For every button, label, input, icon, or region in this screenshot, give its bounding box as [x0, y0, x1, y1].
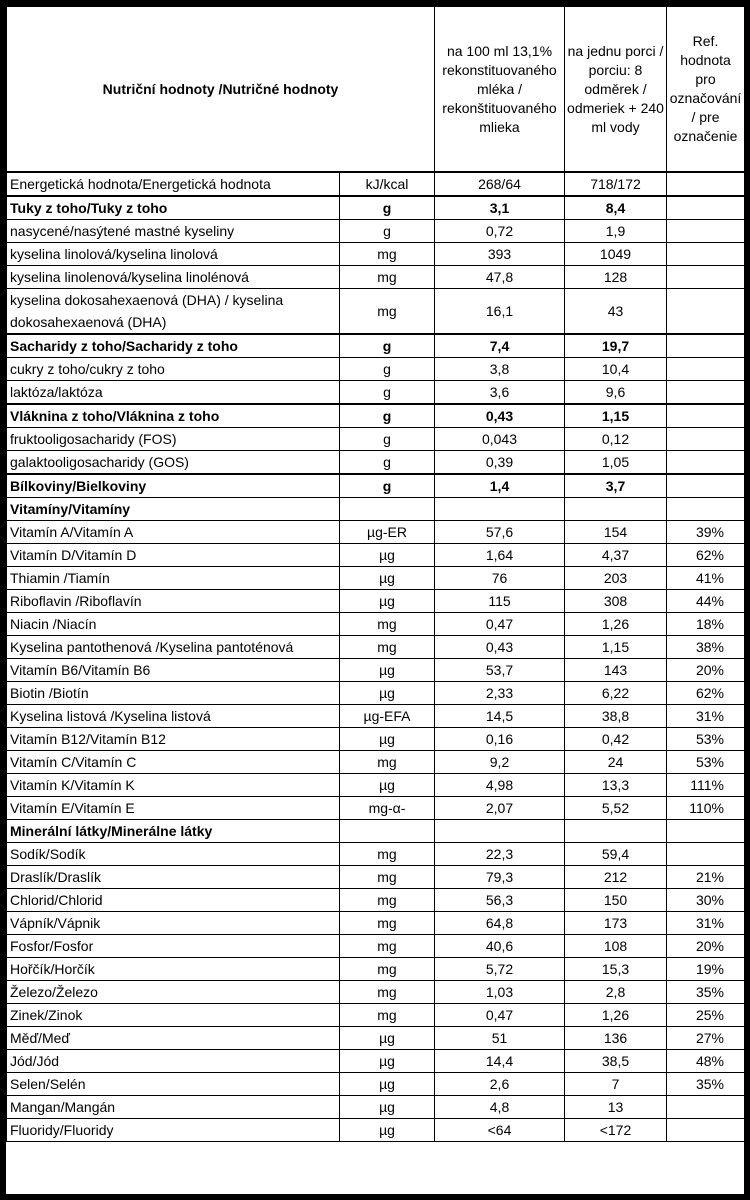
value-per-100ml: 1,03 [435, 981, 565, 1004]
nutrient-name: Tuky z toho/Tuky z toho [7, 196, 340, 220]
table-row [7, 243, 745, 266]
reference-percent: 48% [667, 1050, 745, 1073]
value-per-portion: 3,7 [565, 474, 667, 498]
unit-cell: µg [340, 567, 435, 590]
nutrient-name: Fluoridy/Fluoridy [7, 1119, 340, 1142]
table-row [7, 521, 745, 544]
nutrient-name: Energetická hodnota/Energetická hodnota [7, 172, 340, 196]
nutrient-name: Thiamin /Tiamín [7, 567, 340, 590]
reference-percent: 44% [667, 590, 745, 613]
value-per-portion: <172 [565, 1119, 667, 1142]
reference-percent: 62% [667, 682, 745, 705]
reference-percent: 53% [667, 751, 745, 774]
table-row [7, 172, 745, 196]
value-per-portion: 1,15 [565, 404, 667, 428]
unit-cell: g [340, 381, 435, 405]
value-per-portion: 38,8 [565, 705, 667, 728]
reference-percent [667, 334, 745, 358]
column-header-reference: Ref. hodnota pro označování / pre označenie [667, 7, 745, 173]
value-per-100ml: 16,1 [435, 289, 565, 335]
unit-cell: mg-α- [340, 797, 435, 820]
value-per-100ml: 3,6 [435, 381, 565, 405]
unit-cell: mg [340, 958, 435, 981]
nutrient-name: laktóza/laktóza [7, 381, 340, 405]
value-per-portion: 1,9 [565, 220, 667, 243]
table-row [7, 935, 745, 958]
nutrient-name: kyselina dokosahexaenová (DHA) / kyselina dokosahexaenová (DHA) [7, 289, 340, 335]
value-per-portion: 4,37 [565, 544, 667, 567]
nutrient-name: Vápník/Vápnik [7, 912, 340, 935]
value-per-100ml: 0,47 [435, 613, 565, 636]
nutrient-name: Vitamín D/Vitamín D [7, 544, 340, 567]
unit-cell: µg [340, 728, 435, 751]
unit-cell: mg [340, 613, 435, 636]
table-row [7, 196, 745, 220]
value-per-100ml: 1,64 [435, 544, 565, 567]
value-per-portion: 13,3 [565, 774, 667, 797]
value-per-portion [565, 820, 667, 843]
nutrient-name: Železo/Železo [7, 981, 340, 1004]
value-per-100ml: 0,72 [435, 220, 565, 243]
nutrient-name: Kyselina listová /Kyselina listová [7, 705, 340, 728]
value-per-100ml: 76 [435, 567, 565, 590]
reference-percent: 30% [667, 889, 745, 912]
value-per-100ml: 0,43 [435, 636, 565, 659]
table-row [7, 1004, 745, 1027]
nutrient-name: Vitamín E/Vitamín E [7, 797, 340, 820]
value-per-portion: 1,05 [565, 451, 667, 475]
nutrient-name: fruktooligosacharidy (FOS) [7, 428, 340, 451]
value-per-portion: 212 [565, 866, 667, 889]
reference-percent [667, 220, 745, 243]
value-per-portion: 150 [565, 889, 667, 912]
unit-cell: µg [340, 1050, 435, 1073]
reference-percent [667, 1096, 745, 1119]
reference-percent: 19% [667, 958, 745, 981]
nutrient-name: Zinek/Zinok [7, 1004, 340, 1027]
unit-cell: g [340, 220, 435, 243]
reference-percent [667, 243, 745, 266]
reference-percent: 31% [667, 912, 745, 935]
header-row [7, 7, 745, 173]
value-per-100ml: 56,3 [435, 889, 565, 912]
reference-percent: 62% [667, 544, 745, 567]
value-per-100ml: 115 [435, 590, 565, 613]
unit-cell: mg [340, 912, 435, 935]
value-per-portion: 19,7 [565, 334, 667, 358]
unit-cell: kJ/kcal [340, 172, 435, 196]
value-per-portion: 173 [565, 912, 667, 935]
unit-cell: g [340, 428, 435, 451]
value-per-portion: 59,4 [565, 843, 667, 866]
value-per-portion: 5,52 [565, 797, 667, 820]
value-per-portion: 128 [565, 266, 667, 289]
table-row [7, 843, 745, 866]
table-row [7, 590, 745, 613]
value-per-100ml: <64 [435, 1119, 565, 1142]
reference-percent: 53% [667, 728, 745, 751]
value-per-100ml: 3,8 [435, 358, 565, 381]
unit-cell [340, 498, 435, 521]
unit-cell: g [340, 358, 435, 381]
nutrient-name: Vitamín A/Vitamín A [7, 521, 340, 544]
nutrient-name: Vitamín C/Vitamín C [7, 751, 340, 774]
nutrient-name: Bílkoviny/Bielkoviny [7, 474, 340, 498]
table-row [7, 889, 745, 912]
column-header-per-100ml: na 100 ml 13,1% rekonstituovaného mléka / rekonštituovaného mlieka [435, 7, 565, 173]
table-row [7, 451, 745, 475]
unit-cell: µg [340, 1027, 435, 1050]
reference-percent: 41% [667, 567, 745, 590]
nutrient-name: Kyselina pantothenová /Kyselina pantoténová [7, 636, 340, 659]
table-row [7, 1073, 745, 1096]
value-per-100ml: 2,6 [435, 1073, 565, 1096]
unit-cell: g [340, 404, 435, 428]
value-per-100ml: 79,3 [435, 866, 565, 889]
value-per-100ml: 0,16 [435, 728, 565, 751]
nutrient-name: Minerální látky/Minerálne látky [7, 820, 340, 843]
table-row [7, 220, 745, 243]
unit-cell: mg [340, 266, 435, 289]
unit-cell: g [340, 334, 435, 358]
unit-cell [340, 820, 435, 843]
reference-percent [667, 1119, 745, 1142]
unit-cell: mg [340, 843, 435, 866]
nutrient-name: Vitamín K/Vitamín K [7, 774, 340, 797]
value-per-100ml [435, 820, 565, 843]
reference-percent: 21% [667, 866, 745, 889]
reference-percent [667, 820, 745, 843]
unit-cell: µg-ER [340, 521, 435, 544]
unit-cell: µg [340, 544, 435, 567]
table-row [7, 659, 745, 682]
value-per-100ml: 51 [435, 1027, 565, 1050]
value-per-portion: 10,4 [565, 358, 667, 381]
unit-cell: µg [340, 590, 435, 613]
nutrient-name: Hořčík/Horčík [7, 958, 340, 981]
value-per-portion: 38,5 [565, 1050, 667, 1073]
reference-percent: 20% [667, 935, 745, 958]
unit-cell: µg [340, 659, 435, 682]
table-row [7, 334, 745, 358]
reference-percent [667, 358, 745, 381]
reference-percent [667, 381, 745, 405]
nutrient-name: Biotin /Biotín [7, 682, 340, 705]
unit-cell: µg [340, 682, 435, 705]
reference-percent [667, 428, 745, 451]
value-per-portion: 8,4 [565, 196, 667, 220]
table-row [7, 797, 745, 820]
unit-cell: mg [340, 289, 435, 335]
unit-cell: g [340, 451, 435, 475]
value-per-100ml: 47,8 [435, 266, 565, 289]
value-per-portion: 24 [565, 751, 667, 774]
value-per-100ml: 5,72 [435, 958, 565, 981]
table-row [7, 682, 745, 705]
value-per-100ml: 2,07 [435, 797, 565, 820]
table-row [7, 1119, 745, 1142]
unit-cell: µg [340, 1096, 435, 1119]
table-row [7, 358, 745, 381]
reference-percent [667, 451, 745, 475]
value-per-100ml: 268/64 [435, 172, 565, 196]
value-per-100ml: 40,6 [435, 935, 565, 958]
value-per-100ml: 2,33 [435, 682, 565, 705]
value-per-100ml: 53,7 [435, 659, 565, 682]
reference-percent: 35% [667, 1073, 745, 1096]
table-row [7, 636, 745, 659]
nutrient-name: Fosfor/Fosfor [7, 935, 340, 958]
value-per-100ml: 4,98 [435, 774, 565, 797]
value-per-portion: 108 [565, 935, 667, 958]
nutrient-name: kyselina linolenová/kyselina linolénová [7, 266, 340, 289]
value-per-portion: 203 [565, 567, 667, 590]
reference-percent: 18% [667, 613, 745, 636]
table-row [7, 958, 745, 981]
nutrient-name: Chlorid/Chlorid [7, 889, 340, 912]
nutrient-name: Niacin /Niacín [7, 613, 340, 636]
reference-percent: 38% [667, 636, 745, 659]
value-per-100ml: 0,43 [435, 404, 565, 428]
reference-percent [667, 172, 745, 196]
table-row [7, 1027, 745, 1050]
nutrient-name: Vitamín B12/Vitamín B12 [7, 728, 340, 751]
table-row [7, 820, 745, 843]
value-per-portion: 154 [565, 521, 667, 544]
value-per-portion: 1,26 [565, 613, 667, 636]
nutrient-name: Vitamín B6/Vitamín B6 [7, 659, 340, 682]
unit-cell: mg [340, 1004, 435, 1027]
unit-cell: mg [340, 866, 435, 889]
unit-cell: mg [340, 636, 435, 659]
value-per-portion: 1,15 [565, 636, 667, 659]
value-per-portion: 136 [565, 1027, 667, 1050]
reference-percent: 27% [667, 1027, 745, 1050]
nutrition-table-body [7, 7, 745, 1142]
reference-percent: 31% [667, 705, 745, 728]
unit-cell: mg [340, 935, 435, 958]
nutrient-name: Riboflavin /Riboflavín [7, 590, 340, 613]
nutrient-name: Mangan/Mangán [7, 1096, 340, 1119]
value-per-100ml: 57,6 [435, 521, 565, 544]
value-per-100ml: 14,4 [435, 1050, 565, 1073]
value-per-portion: 718/172 [565, 172, 667, 196]
nutrient-name: Jód/Jód [7, 1050, 340, 1073]
reference-percent [667, 404, 745, 428]
table-row [7, 981, 745, 1004]
value-per-100ml: 64,8 [435, 912, 565, 935]
nutrient-name: Vitamíny/Vitamíny [7, 498, 340, 521]
table-row [7, 613, 745, 636]
reference-percent: 111% [667, 774, 745, 797]
value-per-100ml [435, 498, 565, 521]
reference-percent [667, 843, 745, 866]
table-row [7, 289, 745, 335]
table-row [7, 912, 745, 935]
nutrient-name: Sacharidy z toho/Sacharidy z toho [7, 334, 340, 358]
table-row [7, 404, 745, 428]
unit-cell: µg [340, 1073, 435, 1096]
value-per-portion: 0,42 [565, 728, 667, 751]
value-per-portion: 6,22 [565, 682, 667, 705]
reference-percent [667, 498, 745, 521]
value-per-portion: 15,3 [565, 958, 667, 981]
value-per-portion: 0,12 [565, 428, 667, 451]
reference-percent [667, 266, 745, 289]
nutrient-name: Sodík/Sodík [7, 843, 340, 866]
value-per-portion: 308 [565, 590, 667, 613]
reference-percent [667, 289, 745, 335]
nutrient-name: Selen/Selén [7, 1073, 340, 1096]
value-per-portion: 43 [565, 289, 667, 335]
unit-cell: mg [340, 243, 435, 266]
value-per-100ml: 14,5 [435, 705, 565, 728]
nutrient-name: Draslík/Draslík [7, 866, 340, 889]
value-per-portion: 143 [565, 659, 667, 682]
unit-cell: mg [340, 981, 435, 1004]
table-row [7, 474, 745, 498]
table-row [7, 1096, 745, 1119]
reference-percent: 110% [667, 797, 745, 820]
value-per-100ml: 393 [435, 243, 565, 266]
table-row [7, 266, 745, 289]
value-per-100ml: 7,4 [435, 334, 565, 358]
nutrient-name: kyselina linolová/kyselina linolová [7, 243, 340, 266]
value-per-100ml: 0,043 [435, 428, 565, 451]
value-per-portion: 1049 [565, 243, 667, 266]
nutrient-name: Vláknina z toho/Vláknina z toho [7, 404, 340, 428]
table-row [7, 866, 745, 889]
nutrient-name: nasycené/nasýtené mastné kyseliny [7, 220, 340, 243]
value-per-100ml: 3,1 [435, 196, 565, 220]
value-per-portion: 1,26 [565, 1004, 667, 1027]
unit-cell: µg [340, 774, 435, 797]
unit-cell: mg [340, 889, 435, 912]
table-title: Nutriční hodnoty /Nutričné hodnoty [7, 7, 435, 173]
value-per-100ml: 0,39 [435, 451, 565, 475]
column-header-per-portion: na jednu porci / porciu: 8 odměrek / odmeriek + 240 ml vody [565, 7, 667, 173]
value-per-100ml: 0,47 [435, 1004, 565, 1027]
value-per-portion: 9,6 [565, 381, 667, 405]
nutrition-table-sheet [4, 4, 746, 1196]
value-per-100ml: 4,8 [435, 1096, 565, 1119]
unit-cell: µg-EFA [340, 705, 435, 728]
value-per-100ml: 9,2 [435, 751, 565, 774]
nutrient-name: cukry z toho/cukry z toho [7, 358, 340, 381]
table-row [7, 498, 745, 521]
unit-cell: mg [340, 751, 435, 774]
reference-percent [667, 474, 745, 498]
unit-cell: µg [340, 1119, 435, 1142]
table-row [7, 774, 745, 797]
table-row [7, 381, 745, 405]
value-per-portion [565, 498, 667, 521]
reference-percent: 35% [667, 981, 745, 1004]
unit-cell: g [340, 196, 435, 220]
value-per-100ml: 22,3 [435, 843, 565, 866]
reference-percent [667, 196, 745, 220]
table-row [7, 428, 745, 451]
reference-percent: 25% [667, 1004, 745, 1027]
table-row [7, 705, 745, 728]
nutrient-name: Měď/Meď [7, 1027, 340, 1050]
value-per-100ml: 1,4 [435, 474, 565, 498]
table-row [7, 544, 745, 567]
reference-percent: 20% [667, 659, 745, 682]
reference-percent: 39% [667, 521, 745, 544]
table-row [7, 751, 745, 774]
table-row [7, 567, 745, 590]
value-per-portion: 13 [565, 1096, 667, 1119]
unit-cell: g [340, 474, 435, 498]
nutrient-name: galaktooligosacharidy (GOS) [7, 451, 340, 475]
nutrition-table [6, 6, 745, 1142]
table-row [7, 728, 745, 751]
value-per-portion: 7 [565, 1073, 667, 1096]
value-per-portion: 2,8 [565, 981, 667, 1004]
table-row [7, 1050, 745, 1073]
